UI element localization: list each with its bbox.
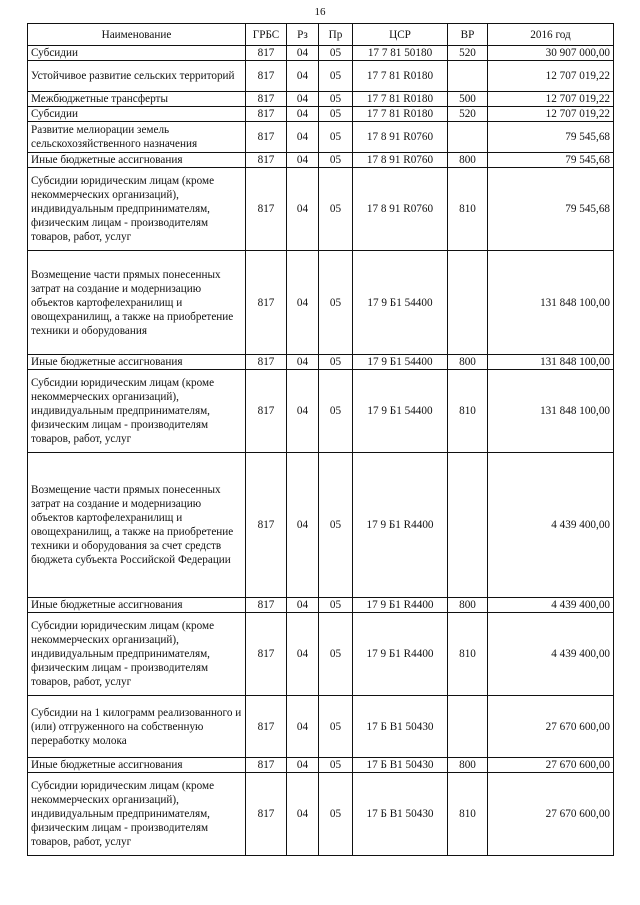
cell-csr: 17 8 91 R0760 <box>353 168 448 251</box>
cell-rz: 04 <box>287 92 319 107</box>
cell-vr: 520 <box>448 107 488 122</box>
cell-grbs: 817 <box>246 122 287 153</box>
cell-name: Возмещение части прямых понесенных затрат на создание и модернизацию объектов картофелехранилищ и овощехранилищ, а также на приобретение техники и оборудования за счет средств бюджета субъекта Российской Федерации <box>28 453 246 598</box>
table-row <box>28 613 614 696</box>
cell-pr: 05 <box>319 251 353 355</box>
cell-vr <box>448 251 488 355</box>
cell-vr: 810 <box>448 773 488 856</box>
cell-pr: 05 <box>319 107 353 122</box>
cell-csr: 17 7 81 R0180 <box>353 107 448 122</box>
cell-amount: 12 707 019,22 <box>488 107 614 122</box>
cell-grbs: 817 <box>246 598 287 613</box>
cell-grbs: 817 <box>246 107 287 122</box>
table-row <box>28 168 614 251</box>
cell-vr: 800 <box>448 758 488 773</box>
table-row <box>28 598 614 613</box>
table-row <box>28 107 614 122</box>
cell-vr <box>448 453 488 598</box>
cell-pr: 05 <box>319 453 353 598</box>
cell-rz: 04 <box>287 168 319 251</box>
cell-vr: 810 <box>448 370 488 453</box>
cell-amount: 131 848 100,00 <box>488 370 614 453</box>
cell-grbs: 817 <box>246 46 287 61</box>
cell-amount: 30 907 000,00 <box>488 46 614 61</box>
cell-pr: 05 <box>319 122 353 153</box>
table-row <box>28 355 614 370</box>
cell-amount: 131 848 100,00 <box>488 355 614 370</box>
cell-rz: 04 <box>287 773 319 856</box>
cell-amount: 27 670 600,00 <box>488 758 614 773</box>
cell-name: Иные бюджетные ассигнования <box>28 355 246 370</box>
table-row <box>28 773 614 856</box>
cell-vr <box>448 61 488 92</box>
cell-rz: 04 <box>287 758 319 773</box>
cell-rz: 04 <box>287 107 319 122</box>
cell-csr: 17 Б В1 50430 <box>353 758 448 773</box>
cell-amount: 12 707 019,22 <box>488 61 614 92</box>
cell-amount: 12 707 019,22 <box>488 92 614 107</box>
cell-pr: 05 <box>319 696 353 758</box>
cell-amount: 79 545,68 <box>488 168 614 251</box>
table-row <box>28 251 614 355</box>
cell-csr: 17 7 81 50180 <box>353 46 448 61</box>
cell-rz: 04 <box>287 61 319 92</box>
table-row <box>28 153 614 168</box>
cell-vr <box>448 696 488 758</box>
cell-name: Субсидии юридическим лицам (кроме некоммерческих организаций), индивидуальным предпринимателям, физическим лицам - производителям товаров, работ, услуг <box>28 168 246 251</box>
cell-rz: 04 <box>287 46 319 61</box>
cell-name: Устойчивое развитие сельских территорий <box>28 61 246 92</box>
cell-name: Субсидии юридическим лицам (кроме некоммерческих организаций), индивидуальным предпринимателям, физическим лицам - производителям товаров, работ, услуг <box>28 773 246 856</box>
cell-rz: 04 <box>287 122 319 153</box>
table-body <box>28 46 614 856</box>
table-row <box>28 696 614 758</box>
table-row <box>28 61 614 92</box>
cell-grbs: 817 <box>246 773 287 856</box>
table-row <box>28 758 614 773</box>
header-csr: ЦСР <box>353 24 448 46</box>
cell-vr: 800 <box>448 153 488 168</box>
cell-csr: 17 9 Б1 54400 <box>353 251 448 355</box>
cell-pr: 05 <box>319 758 353 773</box>
cell-grbs: 817 <box>246 355 287 370</box>
cell-amount: 79 545,68 <box>488 122 614 153</box>
cell-rz: 04 <box>287 453 319 598</box>
cell-name: Субсидии <box>28 46 246 61</box>
cell-rz: 04 <box>287 613 319 696</box>
cell-pr: 05 <box>319 370 353 453</box>
cell-grbs: 817 <box>246 168 287 251</box>
cell-amount: 27 670 600,00 <box>488 773 614 856</box>
cell-csr: 17 7 81 R0180 <box>353 61 448 92</box>
cell-amount: 79 545,68 <box>488 153 614 168</box>
cell-name: Развитие мелиорации земель сельскохозяйственного назначения <box>28 122 246 153</box>
cell-csr: 17 7 81 R0180 <box>353 92 448 107</box>
cell-grbs: 817 <box>246 453 287 598</box>
cell-name: Субсидии на 1 килограмм реализованного и (или) отгруженного на собственную переработку молока <box>28 696 246 758</box>
cell-grbs: 817 <box>246 613 287 696</box>
header-grbs: ГРБС <box>246 24 287 46</box>
table-row <box>28 92 614 107</box>
cell-rz: 04 <box>287 355 319 370</box>
cell-csr: 17 9 Б1 54400 <box>353 355 448 370</box>
cell-grbs: 817 <box>246 370 287 453</box>
cell-name: Субсидии юридическим лицам (кроме некоммерческих организаций), индивидуальным предпринимателям, физическим лицам - производителям товаров, работ, услуг <box>28 370 246 453</box>
cell-csr: 17 8 91 R0760 <box>353 153 448 168</box>
cell-vr: 500 <box>448 92 488 107</box>
cell-pr: 05 <box>319 598 353 613</box>
cell-pr: 05 <box>319 61 353 92</box>
cell-vr: 800 <box>448 598 488 613</box>
cell-amount: 27 670 600,00 <box>488 696 614 758</box>
header-amount-2016: 2016 год <box>488 24 614 46</box>
cell-pr: 05 <box>319 355 353 370</box>
header-row <box>28 24 614 46</box>
cell-pr: 05 <box>319 92 353 107</box>
table-row <box>28 370 614 453</box>
cell-name: Возмещение части прямых понесенных затрат на создание и модернизацию объектов картофелехранилищ и овощехранилищ, а также на приобретение техники и оборудования <box>28 251 246 355</box>
cell-name: Межбюджетные трансферты <box>28 92 246 107</box>
header-rz: Рз <box>287 24 319 46</box>
cell-grbs: 817 <box>246 696 287 758</box>
cell-grbs: 817 <box>246 758 287 773</box>
cell-pr: 05 <box>319 613 353 696</box>
cell-amount: 131 848 100,00 <box>488 251 614 355</box>
cell-grbs: 817 <box>246 153 287 168</box>
cell-pr: 05 <box>319 168 353 251</box>
cell-rz: 04 <box>287 153 319 168</box>
cell-csr: 17 8 91 R0760 <box>353 122 448 153</box>
header-vr: ВР <box>448 24 488 46</box>
cell-amount: 4 439 400,00 <box>488 453 614 598</box>
cell-pr: 05 <box>319 773 353 856</box>
header-name: Наименование <box>28 24 246 46</box>
cell-name: Иные бюджетные ассигнования <box>28 153 246 168</box>
cell-pr: 05 <box>319 153 353 168</box>
cell-rz: 04 <box>287 598 319 613</box>
cell-csr: 17 9 Б1 R4400 <box>353 613 448 696</box>
cell-name: Субсидии <box>28 107 246 122</box>
cell-csr: 17 9 Б1 R4400 <box>353 453 448 598</box>
cell-vr: 520 <box>448 46 488 61</box>
header-pr: Пр <box>319 24 353 46</box>
cell-grbs: 817 <box>246 61 287 92</box>
table-row <box>28 122 614 153</box>
cell-grbs: 817 <box>246 92 287 107</box>
cell-grbs: 817 <box>246 251 287 355</box>
cell-vr: 800 <box>448 355 488 370</box>
table-header <box>28 24 614 46</box>
cell-rz: 04 <box>287 696 319 758</box>
cell-csr: 17 Б В1 50430 <box>353 773 448 856</box>
cell-csr: 17 9 Б1 54400 <box>353 370 448 453</box>
cell-vr <box>448 122 488 153</box>
cell-amount: 4 439 400,00 <box>488 613 614 696</box>
cell-rz: 04 <box>287 251 319 355</box>
cell-name: Иные бюджетные ассигнования <box>28 758 246 773</box>
cell-name: Субсидии юридическим лицам (кроме некоммерческих организаций), индивидуальным предпринимателям, физическим лицам - производителям товаров, работ, услуг <box>28 613 246 696</box>
cell-amount: 4 439 400,00 <box>488 598 614 613</box>
cell-name: Иные бюджетные ассигнования <box>28 598 246 613</box>
table-row <box>28 453 614 598</box>
cell-csr: 17 9 Б1 R4400 <box>353 598 448 613</box>
cell-pr: 05 <box>319 46 353 61</box>
cell-vr: 810 <box>448 613 488 696</box>
cell-rz: 04 <box>287 370 319 453</box>
page-number: 16 <box>314 6 326 18</box>
table-row <box>28 46 614 61</box>
budget-table <box>27 23 614 856</box>
cell-vr: 810 <box>448 168 488 251</box>
cell-csr: 17 Б В1 50430 <box>353 696 448 758</box>
